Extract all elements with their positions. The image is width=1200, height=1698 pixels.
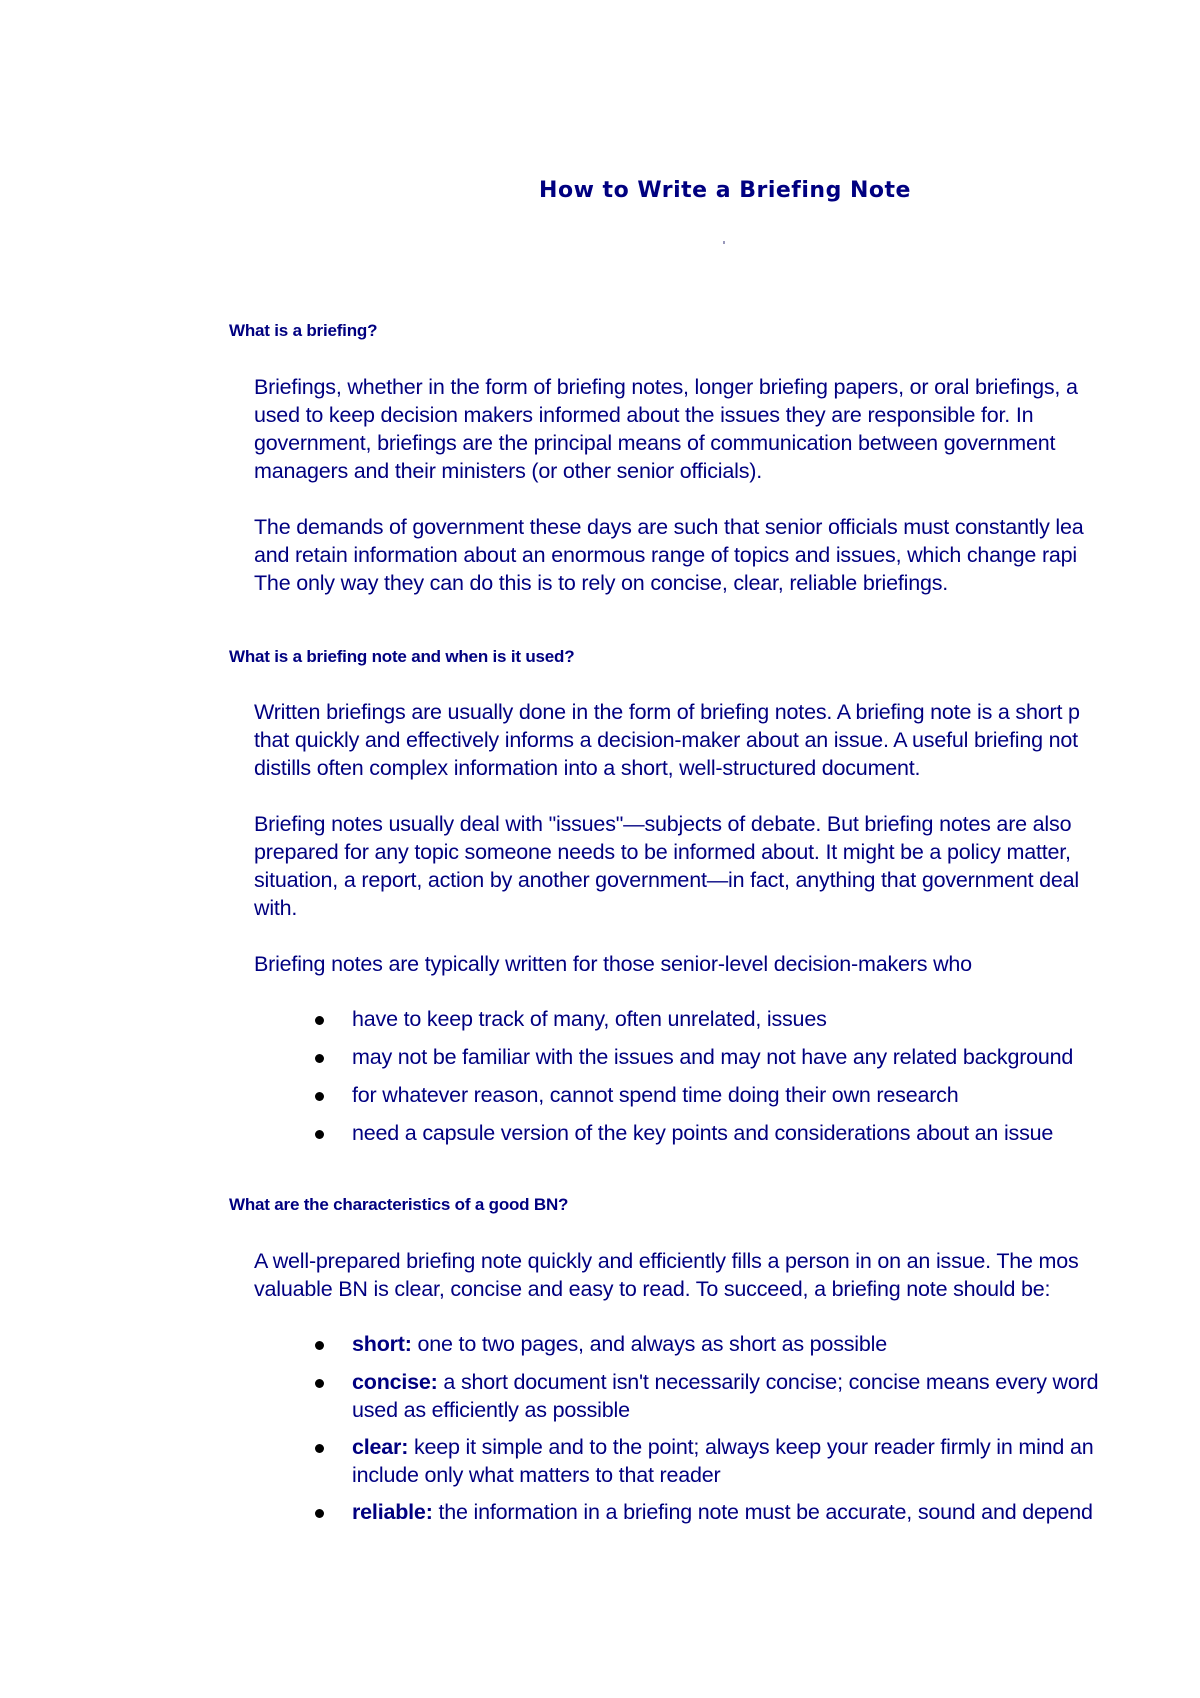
paragraph (254, 1247, 1200, 1303)
title-marker (723, 241, 725, 244)
list-item-term: clear: (352, 1435, 409, 1459)
bullet-icon (315, 1379, 324, 1388)
bullet-icon (315, 1092, 324, 1101)
list-item (0, 1081, 1200, 1119)
list-item-desc: the information in a briefing note must be accurate, sound and depend (438, 1500, 1093, 1524)
text-line: Written briefings are usually done in the form of briefing notes. A briefing note is a short p (254, 700, 1080, 724)
list-item (0, 1119, 1200, 1157)
list-item (0, 1433, 1200, 1498)
list-item (0, 1330, 1200, 1368)
bullet-icon (315, 1341, 324, 1350)
text-line: distills often complex information into a short, well-structured document. (254, 756, 921, 780)
text-line: Briefings, whether in the form of briefing notes, longer briefing papers, or oral briefings, a (254, 375, 1078, 399)
list-item-text (352, 1433, 1093, 1489)
list-item (0, 1005, 1200, 1043)
paragraph (254, 373, 1200, 485)
paragraph (254, 810, 1200, 922)
list-item (0, 1498, 1200, 1536)
section-heading-characteristics: What are the characteristics of a good BN? (229, 1195, 569, 1214)
bullet-list (0, 1330, 1200, 1536)
text-line: with. (254, 896, 298, 920)
list-item-term: concise: (352, 1370, 438, 1394)
paragraph (254, 698, 1200, 782)
text-line: A well-prepared briefing note quickly and efficiently fills a person in on an issue. The mos (254, 1249, 1079, 1273)
text-line: prepared for any topic someone needs to be informed about. It might be a policy matter, (254, 840, 1071, 864)
text-line: The demands of government these days are such that senior officials must constantly lea (254, 515, 1084, 539)
list-item-text: may not be familiar with the issues and may not have any related background (352, 1045, 1074, 1069)
text-line: situation, a report, action by another government—in fact, anything that government deal (254, 868, 1079, 892)
bullet-icon (315, 1509, 324, 1518)
list-item-text (352, 1330, 887, 1358)
text-line: The only way they can do this is to rely on concise, clear, reliable briefings. (254, 571, 949, 595)
bullet-list (0, 1005, 1200, 1157)
paragraph (254, 950, 1200, 978)
bullet-icon (315, 1054, 324, 1063)
paragraph (254, 513, 1200, 597)
list-item (0, 1368, 1200, 1433)
list-item-text: have to keep track of many, often unrelated, issues (352, 1007, 827, 1031)
list-item-term: reliable: (352, 1500, 433, 1524)
list-item-term: short: (352, 1332, 412, 1356)
document-title: How to Write a Briefing Note (539, 178, 911, 203)
bullet-icon (315, 1016, 324, 1025)
text-line: managers and their ministers (or other senior officials). (254, 459, 763, 483)
text-line: government, briefings are the principal means of communication between government (254, 431, 1056, 455)
list-item-text: need a capsule version of the key points and considerations about an issue (352, 1121, 1054, 1145)
section-heading-briefing-note-use: What is a briefing note and when is it used? (229, 647, 575, 666)
list-item-desc: keep it simple and to the point; always keep your reader firmly in mind an (413, 1435, 1094, 1459)
list-item-desc: a short document isn't necessarily concise; concise means every word (443, 1370, 1099, 1394)
bullet-icon (315, 1130, 324, 1139)
list-item-text (352, 1368, 1098, 1424)
text-line: used to keep decision makers informed about the issues they are responsible for. In (254, 403, 1034, 427)
bullet-icon (315, 1444, 324, 1453)
text-line: that quickly and effectively informs a decision-maker about an issue. A useful briefing not (254, 728, 1078, 752)
text-line: and retain information about an enormous range of topics and issues, which change rapi (254, 543, 1078, 567)
list-item-desc: one to two pages, and always as short as possible (417, 1332, 887, 1356)
text-line: valuable BN is clear, concise and easy to read. To succeed, a briefing note should be: (254, 1277, 1051, 1301)
list-item-desc: include only what matters to that reader (352, 1463, 721, 1487)
text-line: Briefing notes usually deal with "issues"—subjects of debate. But briefing notes are also (254, 812, 1072, 836)
list-item-text: for whatever reason, cannot spend time doing their own research (352, 1083, 959, 1107)
list-item-desc: used as efficiently as possible (352, 1398, 630, 1422)
section-heading-what-is-briefing: What is a briefing? (229, 321, 378, 340)
text-line: Briefing notes are typically written for those senior-level decision-makers who (254, 952, 972, 976)
list-item (0, 1043, 1200, 1081)
list-item-text (352, 1498, 1093, 1526)
